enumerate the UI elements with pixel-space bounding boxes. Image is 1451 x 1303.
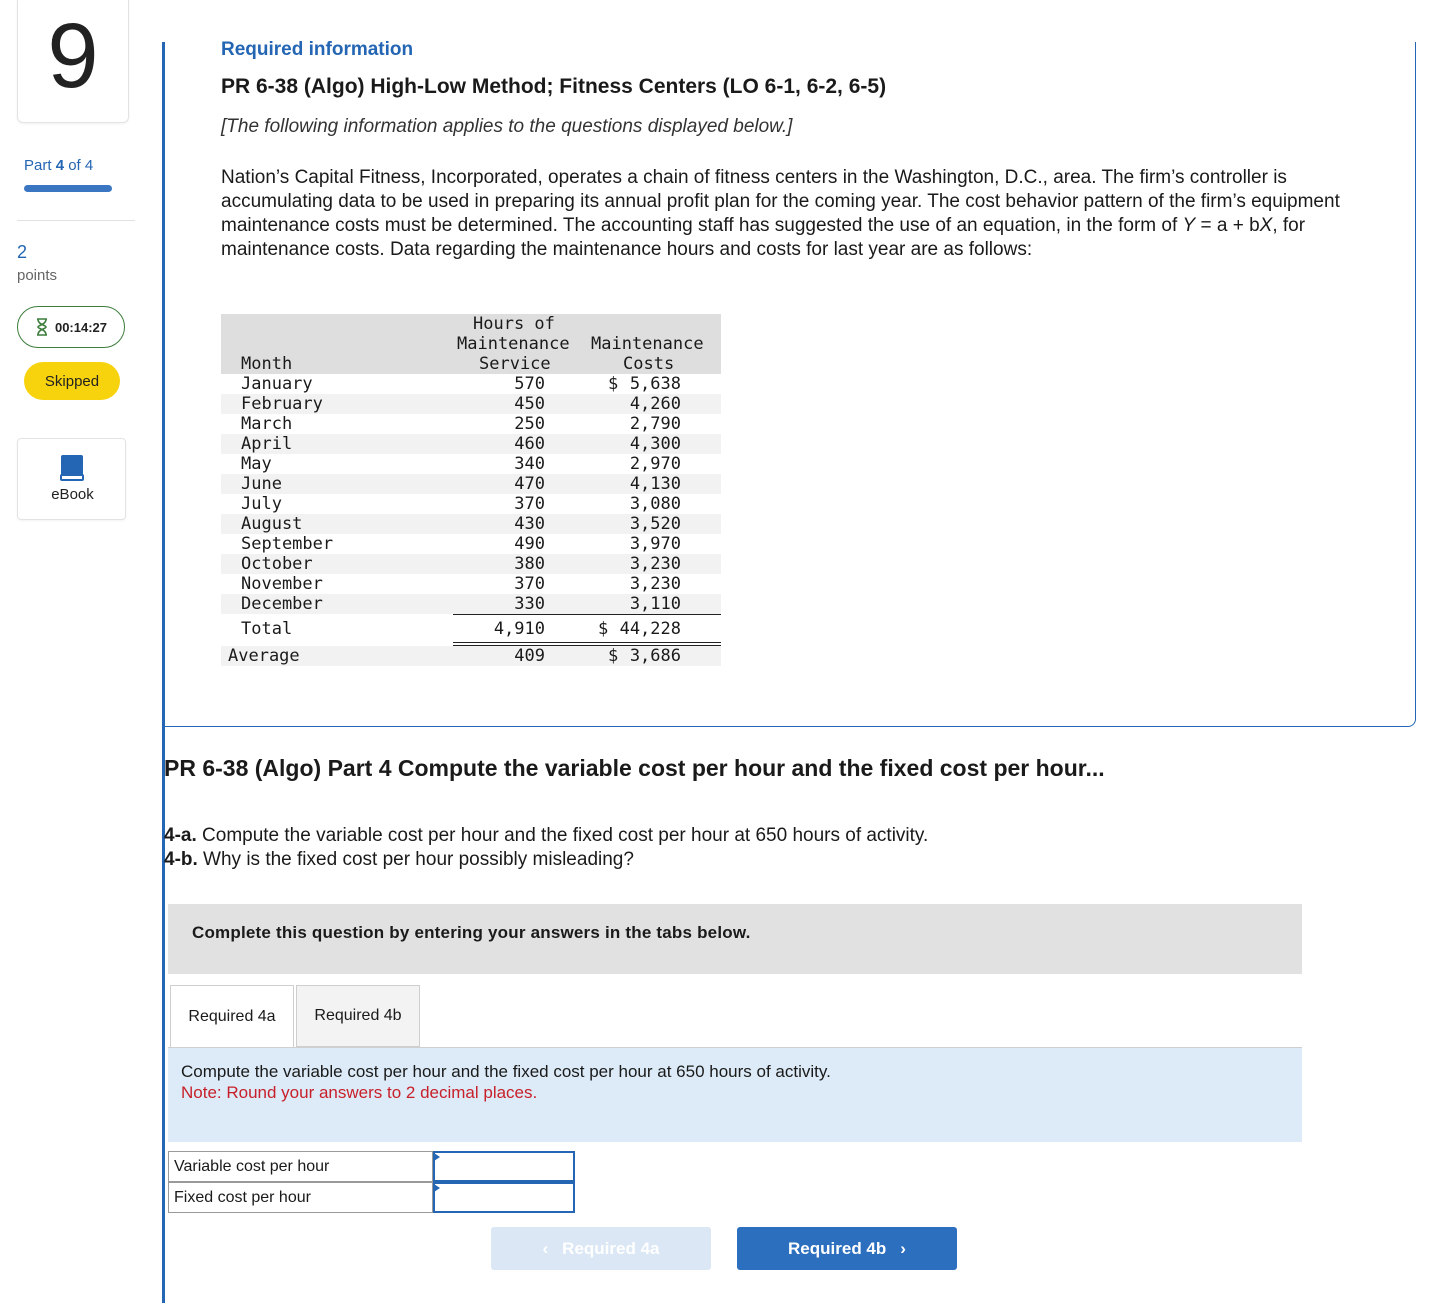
variable-cost-input[interactable]	[433, 1151, 575, 1182]
points-label: points	[17, 267, 58, 284]
question-number: 9	[47, 5, 99, 107]
header-hours-2: Maintenance	[457, 334, 570, 354]
table-row	[221, 554, 721, 574]
cost-cell: 2,970	[629, 454, 681, 474]
part-progress-bar	[24, 185, 112, 192]
total-sign: $	[598, 619, 609, 639]
ebook-label: eBook	[51, 486, 94, 503]
month-cell: November	[241, 574, 323, 594]
table-row	[221, 434, 721, 454]
hours-cell: 460	[514, 434, 545, 454]
cost-cell: 5,638	[629, 374, 681, 394]
problem-title: PR 6-38 (Algo) High-Low Method; Fitness Centers (LO 6-1, 6-2, 6-5)	[221, 75, 887, 98]
hours-cell: 470	[514, 474, 545, 494]
prev-tab-label: Required 4a	[562, 1238, 660, 1258]
cost-cell: 3,970	[629, 534, 681, 554]
applies-note: [The following information applies to the questions displayed below.]	[221, 116, 793, 137]
eq-x: X	[1259, 215, 1273, 236]
average-label: Average	[228, 646, 300, 666]
chevron-left-icon: ‹	[542, 1238, 549, 1258]
complete-prompt-box	[168, 904, 1302, 974]
cost-cell: 3,230	[629, 574, 681, 594]
hours-cell: 250	[514, 414, 545, 434]
total-cost: 44,228	[619, 619, 681, 639]
answer-row-fixed	[168, 1182, 575, 1213]
table-row	[221, 574, 721, 594]
average-hours: 409	[514, 646, 545, 666]
hours-cell: 330	[514, 594, 545, 614]
hours-cell: 370	[514, 574, 545, 594]
q-b-label: 4-b.	[164, 849, 198, 870]
month-cell: June	[241, 474, 282, 494]
part-current: 4	[55, 157, 65, 174]
paragraph-part1: Nation’s Capital Fitness, Incorporated, operates a chain of fitness centers in the Washington, D.C., area. The firm’s controller is accumulating data to be used in preparing its annual profit plan for the coming year. The cost behavior pattern of the firm’s equipment maintenance costs must be determined. The accounting staff has suggested the use of an equation, in the form of	[221, 167, 1340, 236]
subtotal-rule	[453, 614, 721, 615]
next-tab-button[interactable]	[737, 1227, 957, 1270]
part-title: PR 6-38 (Algo) Part 4 Compute the variable cost per hour and the fixed cost per hour...	[164, 755, 1105, 781]
book-icon	[60, 455, 84, 481]
month-cell: August	[241, 514, 303, 534]
prev-tab-button[interactable]	[491, 1227, 711, 1270]
variable-cost-label: Variable cost per hour	[168, 1151, 433, 1182]
month-cell: April	[241, 434, 293, 454]
month-cell: January	[241, 374, 313, 394]
answer-table	[168, 1151, 575, 1214]
q-b-text: Why is the fixed cost per hour possibly misleading?	[197, 849, 634, 870]
hours-cell: 490	[514, 534, 545, 554]
tab-required-4a[interactable]: Required 4a	[170, 985, 294, 1048]
hours-cell: 380	[514, 554, 545, 574]
total-hours: 4,910	[493, 619, 545, 639]
points-value: 2	[17, 242, 28, 262]
total-row	[221, 619, 721, 639]
q-a-label: 4-a.	[164, 825, 197, 846]
paragraph-part2: , for maintenance costs. Data regarding the maintenance hours and costs for last year are as follows:	[221, 215, 1306, 260]
month-cell: February	[241, 394, 323, 414]
ebook-button[interactable]	[17, 438, 126, 520]
table-row	[221, 374, 721, 394]
chevron-right-icon: ›	[900, 1238, 906, 1258]
month-cell: March	[241, 414, 293, 434]
rail-divider	[17, 220, 135, 221]
month-cell: December	[241, 594, 323, 614]
header-costs-1: Maintenance	[591, 334, 704, 354]
table-row	[221, 534, 721, 554]
instructions-box	[168, 1048, 1302, 1142]
cost-cell: 3,520	[629, 514, 681, 534]
table-row	[221, 494, 721, 514]
eq-mid: = a + b	[1195, 215, 1260, 236]
hours-cell: 570	[514, 374, 545, 394]
rounding-note: Note: Round your answers to 2 decimal places.	[181, 1083, 538, 1102]
total-double-rule-1	[453, 642, 721, 643]
hours-cell: 370	[514, 494, 545, 514]
cost-cell: 3,080	[629, 494, 681, 514]
input-flag-icon	[434, 1153, 440, 1161]
header-costs-2: Costs	[623, 354, 675, 374]
month-cell: September	[241, 534, 334, 554]
average-row	[221, 646, 721, 666]
header-month: Month	[241, 354, 293, 374]
table-header	[221, 314, 721, 374]
table-row	[221, 514, 721, 534]
question-number-card	[17, 0, 129, 123]
hours-cell: 450	[514, 394, 545, 414]
cost-cell: 2,790	[629, 414, 681, 434]
answer-row-variable	[168, 1151, 575, 1182]
table-row	[221, 414, 721, 434]
problem-paragraph	[221, 166, 1371, 262]
part-indicator	[24, 157, 93, 174]
currency-sign-cell: $	[608, 374, 619, 394]
month-cell: July	[241, 494, 282, 514]
next-tab-label: Required 4b	[788, 1238, 887, 1258]
hours-cell: 340	[514, 454, 545, 474]
instruction-text: Compute the variable cost per hour and the fixed cost per hour at 650 hours of activity.	[181, 1062, 831, 1081]
cost-cell: 4,260	[629, 394, 681, 414]
hourglass-icon	[35, 318, 49, 336]
tab-required-4b[interactable]: Required 4b	[296, 985, 420, 1047]
eq-y: Y	[1182, 215, 1196, 236]
month-cell: May	[241, 454, 272, 474]
fixed-cost-label: Fixed cost per hour	[168, 1182, 433, 1213]
part-word: Part	[24, 157, 52, 174]
table-row	[221, 474, 721, 494]
hours-cell: 430	[514, 514, 545, 534]
cost-cell: 3,230	[629, 554, 681, 574]
question-4b	[164, 849, 634, 871]
table-row	[221, 394, 721, 414]
timer-value: 00:14:27	[54, 319, 108, 335]
cost-cell: 3,110	[629, 594, 681, 614]
table-row	[221, 594, 721, 614]
month-cell: October	[241, 554, 313, 574]
fixed-cost-input[interactable]	[433, 1182, 575, 1213]
skipped-badge: Skipped	[24, 362, 120, 400]
header-hours-1: Hours of	[473, 314, 555, 334]
question-4a	[164, 825, 928, 847]
input-flag-icon	[434, 1184, 440, 1192]
part-of: of 4	[68, 157, 94, 174]
cost-cell: 4,300	[629, 434, 681, 454]
average-cost: 3,686	[629, 646, 681, 666]
header-hours-3: Service	[479, 354, 551, 374]
timer[interactable]	[17, 306, 125, 348]
q-a-text: Compute the variable cost per hour and the fixed cost per hour at 650 hours of activity.	[196, 825, 929, 846]
required-info-heading: Required information	[221, 39, 414, 60]
average-sign: $	[608, 646, 619, 666]
total-label: Total	[241, 619, 293, 639]
complete-prompt: Complete this question by entering your answers in the tabs below.	[192, 923, 751, 942]
table-row	[221, 454, 721, 474]
cost-cell: 4,130	[629, 474, 681, 494]
